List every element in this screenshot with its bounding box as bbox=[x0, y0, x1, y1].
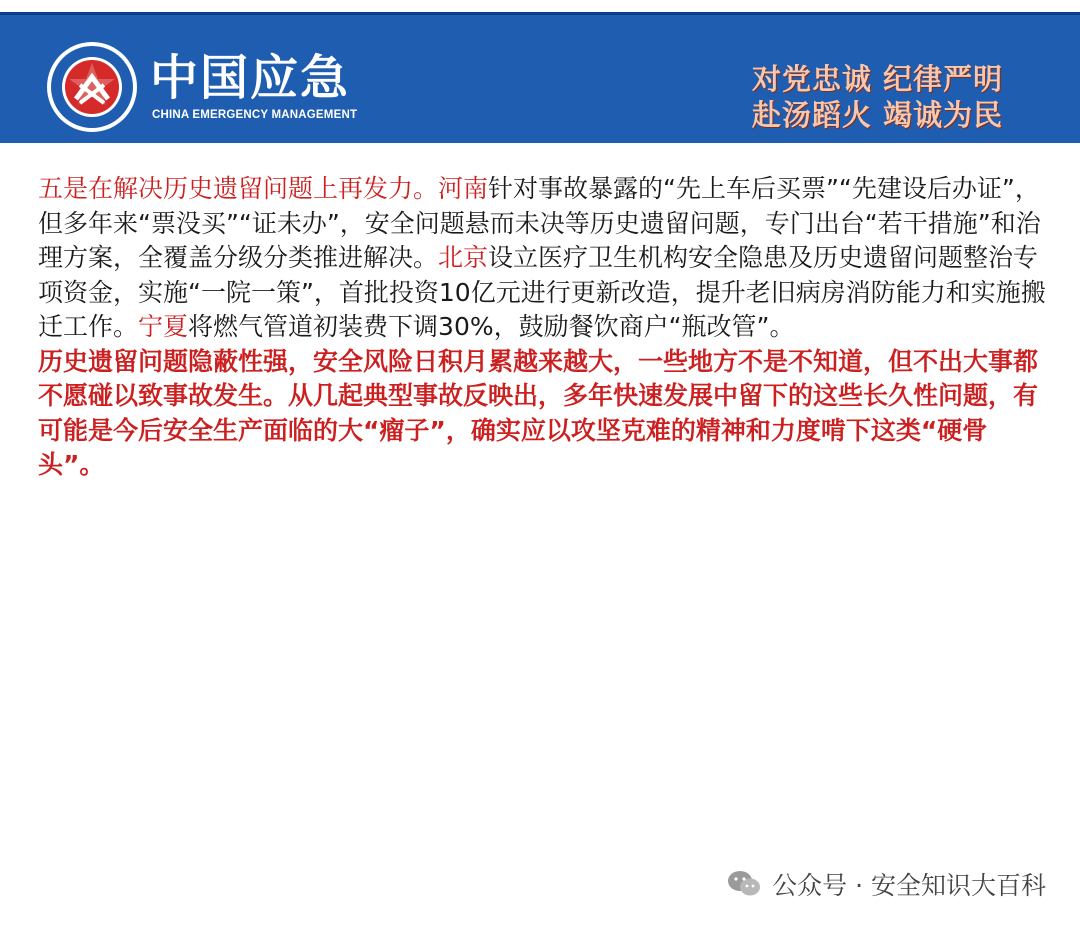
ningxia-text: 将燃气管道初装费下调30%，鼓励餐饮商户“瓶改管”。 bbox=[188, 312, 795, 341]
article-body bbox=[26, 172, 1046, 483]
footer-watermark bbox=[726, 866, 1046, 902]
region-beijing: 北京 bbox=[438, 243, 489, 272]
emergency-emblem-icon bbox=[46, 41, 138, 133]
slogan-line-1: 对党忠诚 纪律严明 bbox=[752, 62, 1004, 96]
slogan-line-2: 赴汤蹈火 竭诚为民 bbox=[752, 98, 1004, 132]
paragraph-1 bbox=[26, 172, 1046, 345]
top-margin bbox=[0, 0, 1080, 12]
logo-english: CHINA EMERGENCY MANAGEMENT bbox=[152, 109, 358, 121]
region-ningxia: 宁夏 bbox=[138, 312, 189, 341]
beijing-text: 设立医疗卫生机构安全隐患及历史遗留问题整治专项资金，实施“一院一策”，首批投资10亿元进行更新改造，提升老旧病房消防能力和实施搬迁工作。 bbox=[38, 243, 1046, 341]
henan-text: 针对事故暴露的“先上车后买票”“先建设后办证”，但多年来“票没买”“证未办”，安全问题悬而未决等历史遗留问题，专门出台“若干措施”和治理方案，全覆盖分级分类推进解决。 bbox=[38, 174, 1041, 272]
region-henan: 河南 bbox=[438, 174, 489, 203]
header-banner bbox=[0, 12, 1080, 143]
wechat-icon bbox=[726, 869, 762, 899]
footer-label: 公众号 · 安全知识大百科 bbox=[772, 871, 1046, 900]
paragraph-2: 历史遗留问题隐蔽性强，安全风险日积月累越来越大，一些地方不是不知道，但不出大事都不愿碰以致事故发生。从几起典型事故反映出，多年快速发展中留下的这些长久性问题，有可能是今后安全生产面临的大“瘤子”，确实应以攻坚克难的精神和力度啃下这类“硬骨头”。 bbox=[38, 346, 1039, 479]
logo-chinese: 中国应急 bbox=[150, 50, 351, 106]
lead-sentence: 五是在解决历史遗留问题上再发力。 bbox=[38, 174, 439, 203]
